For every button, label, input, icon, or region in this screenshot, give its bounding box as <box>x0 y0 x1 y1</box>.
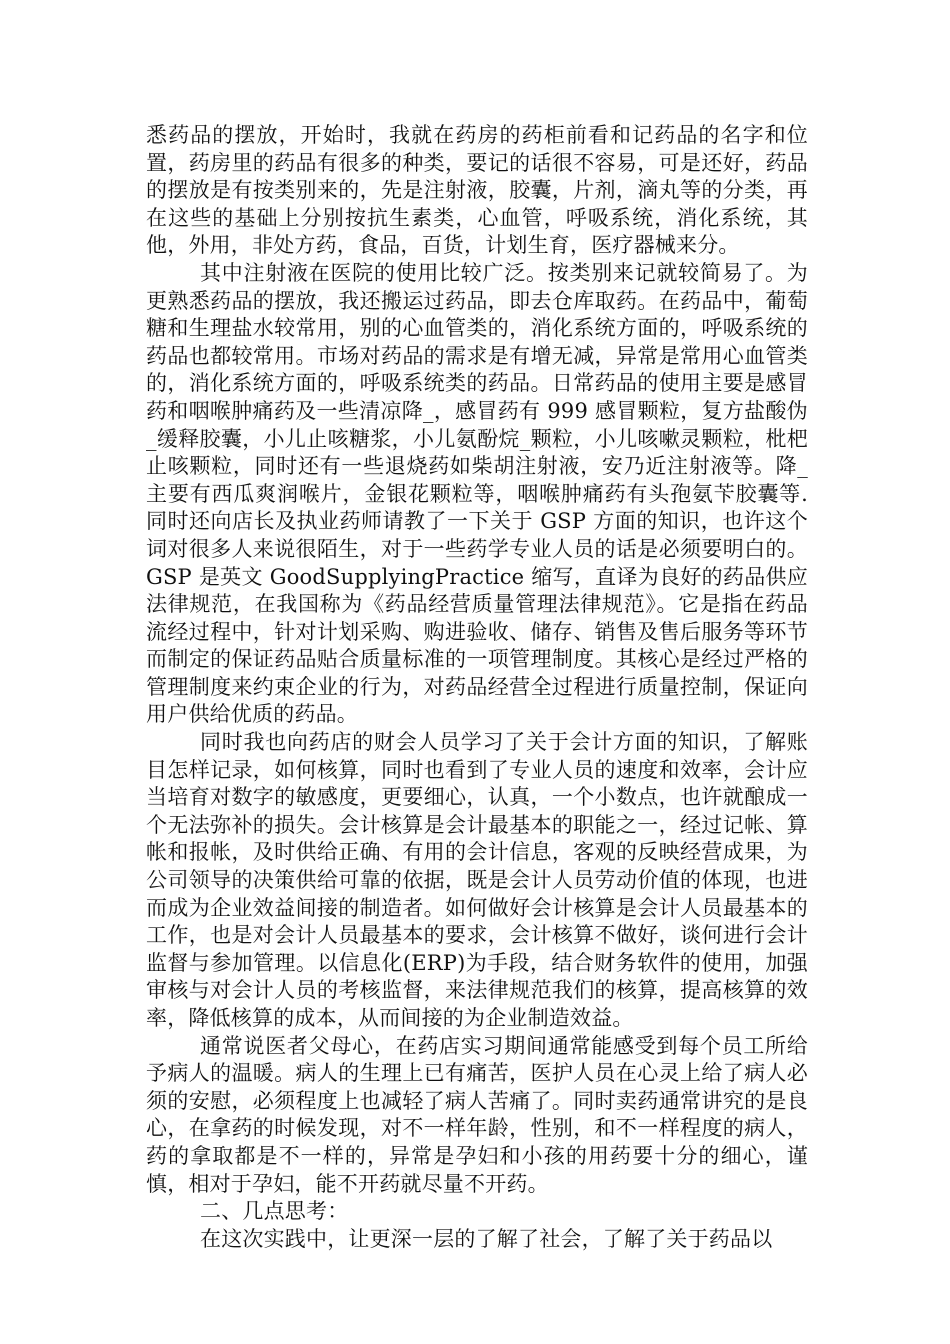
paragraph-patient-care: 通常说医者父母心，在药店实习期间通常能感受到每个员工所给予病人的温暖。病人的生理上已有痛苦，医护人员在心灵上给了病人必须的安慰，必须程度上也减轻了病人苦痛了。同时卖药通常讲究的是良心，在拿药的时候发现，对不一样年龄，性别，和不一样程度的病人，药的拿取都是不一样的，异常是孕妇和小孩的用药要十分的细心，谨慎，相对于孕妇，能不开药就尽量不开药。 <box>146 1033 808 1196</box>
section-heading-reflections: 二、几点思考： <box>200 1199 349 1224</box>
document-body <box>146 122 808 1253</box>
paragraph-injections-and-gsp: 其中注射液在医院的使用比较广泛。按类别来记就较简易了。为更熟悉药品的摆放，我还搬运过药品，即去仓库取药。在药品中，葡萄糖和生理盐水较常用，别的心血管类的，消化系统方面的，呼吸系统的药品也都较常用。市场对药品的需求是有增无减，异常是常用心血管类的，消化系统方面的，呼吸系统类的药品。日常药品的使用主要是感冒药和咽喉肿痛药及一些清凉降_，感冒药有 999 感冒颗粒，复方盐酸伪_缓释胶囊，小儿止咳糖浆，小儿氨酚烷_颗粒，小儿咳嗽灵颗粒，枇杷止咳颗粒，同时还有一些退烧药如柴胡注射液，安乃近注射液等。降_主要有西瓜爽润喉片，金银花颗粒等，咽喉肿痛药有头孢氨苄胶囊等.同时还向店长及执业药师请教了一下关于 GSP 方面的知识，也许这个词对很多人来说很陌生，对于一些药学专业人员的话是必须要明白的。GSP 是英文 GoodSupplyingPractice 缩写，直译为良好的药品供应法律规范，在我国称为《药品经营质量管理法律规范》。它是指在药品流经过程中，针对计划采购、购进验收、储存、销售及售后服务等环节而制定的保证药品贴合质量标准的一项管理制度。其核心是经过严格的管理制度来约束企业的行为，对药品经营全过程进行质量控制，保证向用户供给优质的药品。 <box>146 260 808 727</box>
paragraph-practice-reflection: 在这次实践中，让更深一层的了解了社会，了解了关于药品以 <box>200 1226 773 1251</box>
paragraph-accounting: 同时我也向药店的财会人员学习了关于会计方面的知识，了解账目怎样记录，如何核算，同时也看到了专业人员的速度和效率，会计应当培育对数字的敏感度，更要细心，认真，一个小数点，也许就酿成一个无法弥补的损失。会计核算是会计最基本的职能之一，经过记帐、算帐和报帐，及时供给正确、有用的会计信息，客观的反映经营成果，为公司领导的决策供给可靠的依据，既是会计人员劳动价值的体现，也进而成为企业效益间接的制造者。如何做好会计核算是会计人员最基本的工作，也是对会计人员最基本的要求，会计核算不做好，谈何进行会计监督与参加管理。以信息化(ERP)为手段，结合财务软件的使用，加强审核与对会计人员的考核监督，来法律规范我们的核算，提高核算的效率，降低核算的成本，从而间接的为企业制造效益。 <box>146 730 808 1030</box>
paragraph-drug-arrangement: 悉药品的摆放，开始时，我就在药房的药柜前看和记药品的名字和位置，药房里的药品有很多的种类，要记的话很不容易，可是还好，药品的摆放是有按类别来的，先是注射液，胶囊，片剂，滴丸等的分类，再在这些的基础上分别按抗生素类，心血管，呼吸系统，消化系统，其他，外用，非处方药，食品，百货，计划生育，医疗器械来分。 <box>146 123 808 258</box>
